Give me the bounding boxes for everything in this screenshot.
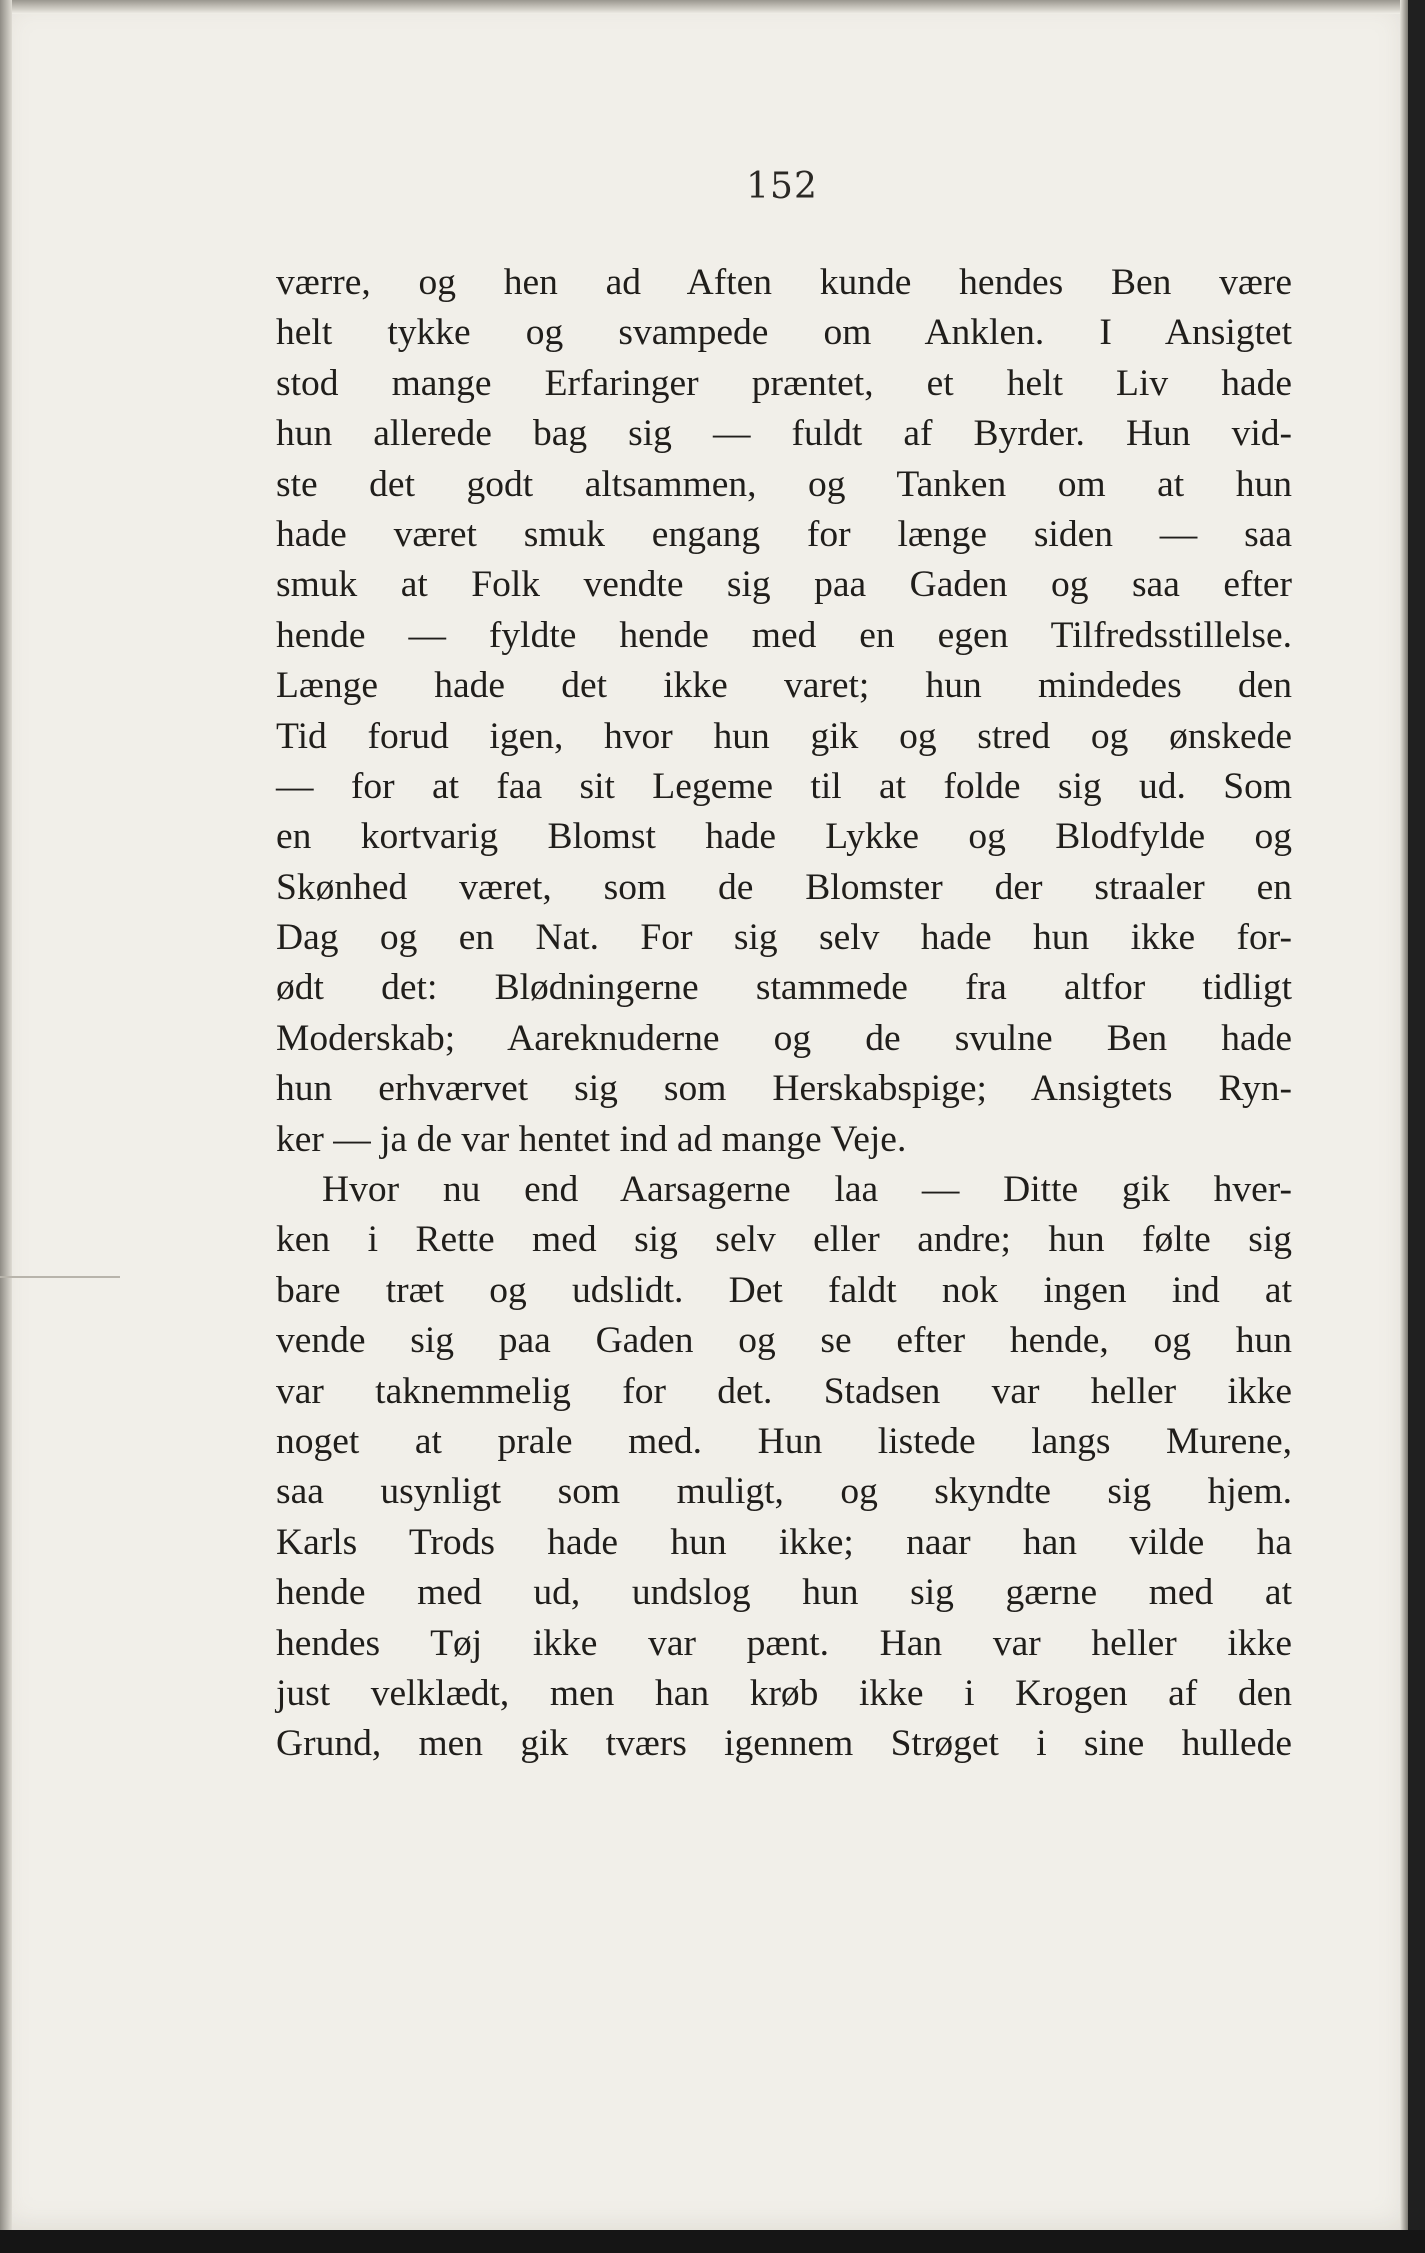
text-line: vende sig paa Gaden og se efter hende, og hun bbox=[276, 1320, 1292, 1362]
text-line: Hvor nu end Aarsagerne laa — Ditte gik hver- bbox=[322, 1169, 1292, 1211]
scan-background-right bbox=[1408, 0, 1425, 2253]
text-line: helt tykke og svampede om Anklen. I Ansigtet bbox=[276, 312, 1292, 354]
text-line: hun allerede bag sig — fuldt af Byrder. Hun vid- bbox=[276, 413, 1292, 455]
page-top-edge bbox=[0, 0, 1408, 14]
text-line: noget at prale med. Hun listede langs Murene, bbox=[276, 1420, 1292, 1462]
text-line: hun erhværvet sig som Herskabspige; Ansigtets Ryn- bbox=[276, 1068, 1292, 1110]
text-line: ødt det: Blødningerne stammede fra altfor tidligt bbox=[276, 967, 1292, 1009]
scan-background-bottom bbox=[0, 2230, 1425, 2253]
text-line: saa usynligt som muligt, og skyndte sig hjem. bbox=[276, 1471, 1292, 1513]
text-line: bare træt og udslidt. Det faldt nok ingen ind at bbox=[276, 1269, 1292, 1311]
text-line: stod mange Erfaringer præntet, et helt Liv hade bbox=[276, 362, 1292, 404]
text-line: Karls Trods hade hun ikke; naar han vilde ha bbox=[276, 1521, 1292, 1563]
text-line: Grund, men gik tværs igennem Strøget i sine hullede bbox=[276, 1723, 1292, 1765]
text-line: hendes Tøj ikke var pænt. Han var heller ikke bbox=[276, 1622, 1292, 1664]
text-line: en kortvarig Blomst hade Lykke og Blodfylde og bbox=[276, 816, 1292, 858]
text-line: ker — ja de var hentet ind ad mange Veje. bbox=[276, 1118, 907, 1160]
text-line: ste det godt altsammen, og Tanken om at hun bbox=[276, 463, 1292, 505]
text-line: Skønhed været, som de Blomster der straaler en bbox=[276, 866, 1292, 908]
text-line: hade været smuk engang for længe siden — saa bbox=[276, 513, 1292, 555]
text-line: ken i Rette med sig selv eller andre; hun følte sig bbox=[276, 1219, 1292, 1261]
page-left-edge bbox=[0, 0, 12, 2230]
page-right-edge bbox=[1400, 0, 1408, 2230]
page-number: 152 bbox=[746, 166, 818, 207]
text-line: hende — fyldte hende med en egen Tilfredsstillelse. bbox=[276, 614, 1292, 656]
text-line: hende med ud, undslog hun sig gærne med at bbox=[276, 1572, 1292, 1614]
text-line: var taknemmelig for det. Stadsen var heller ikke bbox=[276, 1370, 1292, 1412]
text-line: Dag og en Nat. For sig selv hade hun ikke for- bbox=[276, 917, 1292, 959]
text-line: værre, og hen ad Aften kunde hendes Ben være bbox=[276, 262, 1292, 303]
body-text bbox=[276, 258, 1292, 1770]
margin-mark bbox=[0, 1276, 120, 1278]
text-line: smuk at Folk vendte sig paa Gaden og saa efter bbox=[276, 564, 1292, 606]
text-line: Moderskab; Aareknuderne og de svulne Ben hade bbox=[276, 1017, 1292, 1059]
text-line: just velklædt, men han krøb ikke i Krogen af den bbox=[276, 1672, 1292, 1714]
text-line: Længe hade det ikke varet; hun mindedes den bbox=[276, 665, 1292, 707]
text-line: Tid forud igen, hvor hun gik og stred og ønskede bbox=[276, 715, 1292, 757]
text-line: — for at faa sit Legeme til at folde sig ud. Som bbox=[276, 765, 1292, 807]
